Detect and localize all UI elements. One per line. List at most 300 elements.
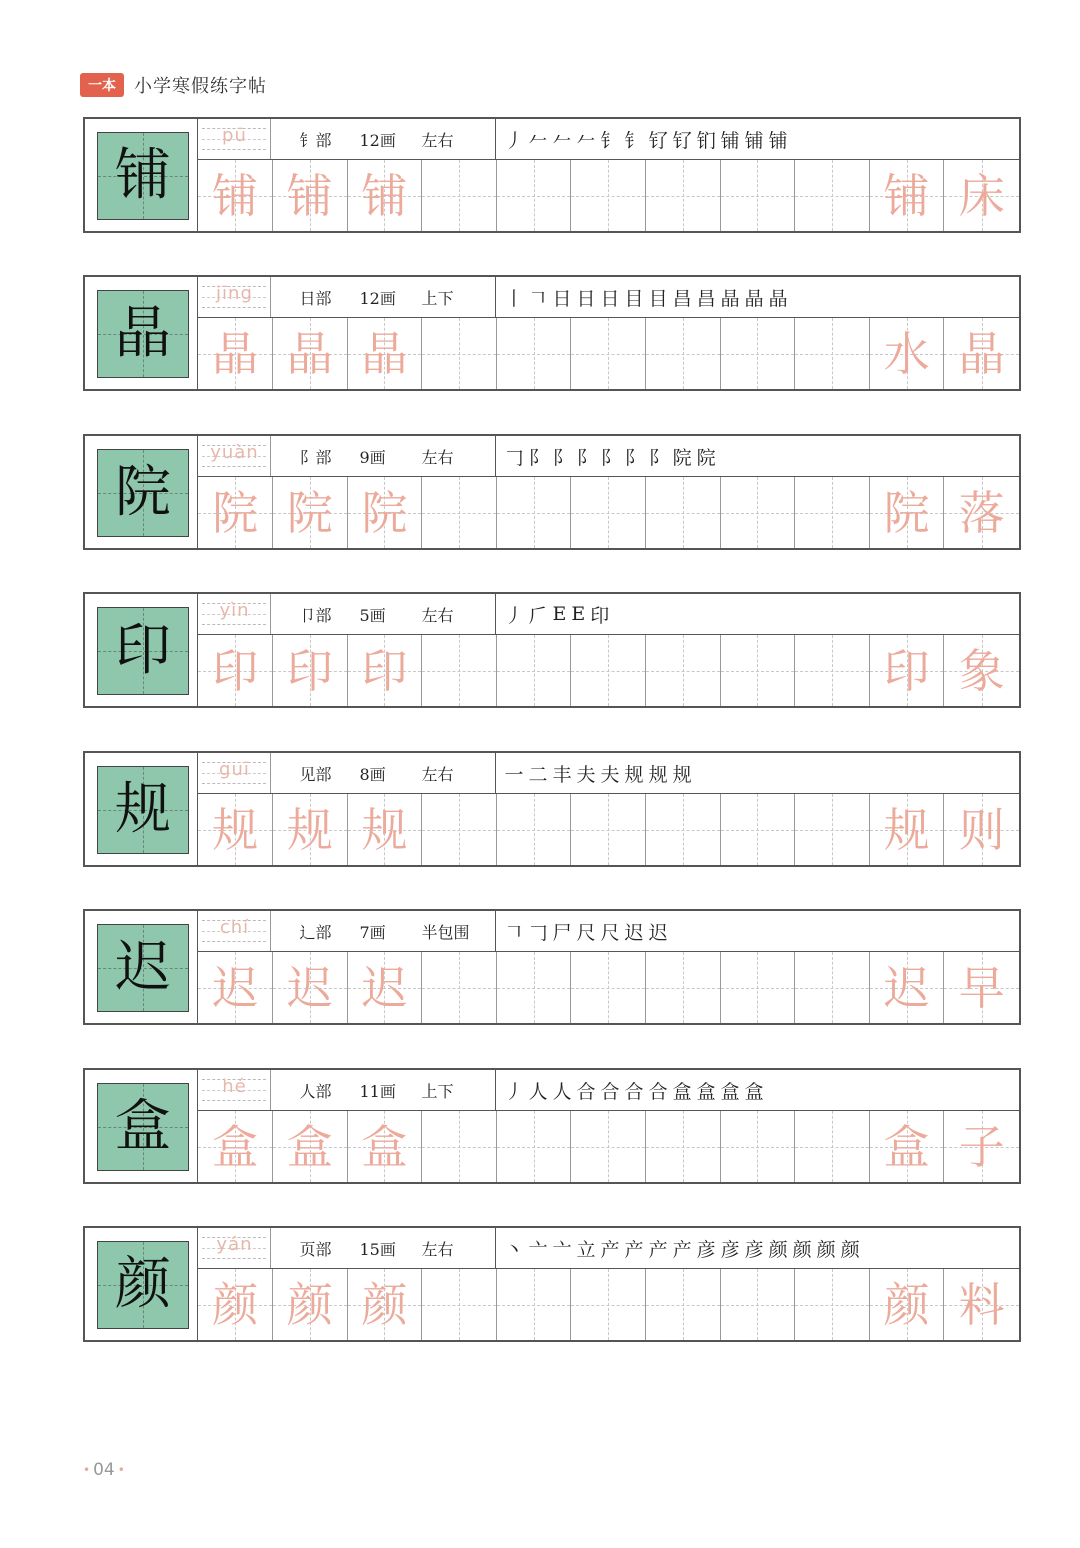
stroke-step: 钌	[648, 129, 667, 152]
pinyin: yuàn	[210, 442, 259, 463]
pinyin-cell	[198, 119, 271, 159]
writing-cell[interactable]	[348, 477, 423, 548]
stroke-count: 12画	[359, 288, 396, 308]
stroke-step: 院	[696, 446, 715, 469]
practice-area	[198, 277, 1019, 389]
writing-cell[interactable]	[198, 1269, 273, 1340]
char-info	[271, 1070, 496, 1110]
stroke-step: 𠃌	[504, 446, 523, 469]
stroke-step: 合	[624, 1080, 643, 1103]
stroke-order	[496, 1228, 1019, 1268]
main-char-box	[97, 132, 189, 220]
writing-cell[interactable]	[571, 318, 646, 389]
main-char-cell	[85, 119, 198, 231]
writing-grid	[198, 477, 1019, 548]
stroke-step: 钌	[672, 129, 691, 152]
writing-cell[interactable]	[273, 1111, 348, 1182]
writing-cell[interactable]	[646, 1269, 721, 1340]
stroke-step: 钔	[696, 129, 715, 152]
trace-char: 院	[286, 485, 333, 540]
stroke-step: 迟	[648, 921, 667, 944]
writing-cell[interactable]	[348, 952, 423, 1023]
char-info	[271, 911, 496, 951]
writing-cell[interactable]	[870, 635, 945, 706]
trace-char: 迟	[212, 960, 259, 1015]
radical: 人部	[299, 1081, 332, 1101]
writing-cell[interactable]	[422, 477, 497, 548]
stroke-step: 二	[528, 763, 547, 786]
main-char: 晶	[115, 301, 171, 366]
stroke-step: 盒	[696, 1080, 715, 1103]
writing-cell[interactable]	[571, 635, 646, 706]
stroke-step: 晶	[744, 287, 763, 310]
writing-grid	[198, 318, 1019, 389]
structure: 上下	[421, 1081, 454, 1101]
stroke-step: 𠂆	[528, 604, 547, 627]
stroke-step: 产	[648, 1238, 667, 1261]
stroke-step: 盒	[672, 1080, 691, 1103]
main-char-box	[97, 607, 189, 695]
practice-area	[198, 753, 1019, 865]
writing-cell[interactable]	[273, 160, 348, 231]
stroke-step: 𠃌	[528, 921, 547, 944]
writing-cell[interactable]	[721, 1111, 796, 1182]
writing-cell[interactable]	[571, 160, 646, 231]
writing-cell[interactable]	[870, 160, 945, 231]
writing-cell[interactable]	[273, 794, 348, 865]
stroke-step: 盒	[744, 1080, 763, 1103]
writing-cell[interactable]	[497, 952, 572, 1023]
trace-char: 盒	[286, 1119, 333, 1174]
stroke-step: 阝	[600, 446, 619, 469]
writing-cell[interactable]	[198, 477, 273, 548]
writing-cell[interactable]	[795, 635, 870, 706]
stroke-step: 阝	[624, 446, 643, 469]
trace-char: 颜	[883, 1277, 930, 1332]
trace-char: 颜	[361, 1277, 408, 1332]
pinyin: hé	[222, 1076, 247, 1097]
writing-cell[interactable]	[795, 1111, 870, 1182]
char-block	[83, 909, 1021, 1025]
trace-char: 印	[286, 643, 333, 698]
writing-cell[interactable]	[422, 1269, 497, 1340]
stroke-step: 亠	[528, 1238, 547, 1261]
char-block	[83, 275, 1021, 391]
page-number: • 04 •	[80, 1460, 128, 1480]
writing-cell[interactable]	[348, 1111, 423, 1182]
char-block	[83, 1226, 1021, 1342]
writing-cell[interactable]	[273, 318, 348, 389]
stroke-step: 𠂉	[528, 129, 547, 152]
writing-cell[interactable]	[422, 952, 497, 1023]
stroke-step: 彦	[744, 1238, 763, 1261]
pinyin-cell	[198, 911, 271, 951]
writing-cell[interactable]	[497, 318, 572, 389]
stroke-step: 颜	[792, 1238, 811, 1261]
char-info	[271, 436, 496, 476]
structure: 左右	[421, 130, 454, 150]
info-row	[198, 594, 1019, 635]
writing-cell[interactable]	[944, 160, 1019, 231]
writing-cell[interactable]	[497, 1111, 572, 1182]
trace-char: 印	[883, 643, 930, 698]
info-row	[198, 436, 1019, 477]
stroke-step: 尸	[552, 921, 571, 944]
writing-cell[interactable]	[870, 477, 945, 548]
stroke-step: 一	[504, 763, 523, 786]
main-char-cell	[85, 1070, 198, 1182]
stroke-step: 盒	[720, 1080, 739, 1103]
writing-cell[interactable]	[422, 160, 497, 231]
stroke-step: 亠	[552, 1238, 571, 1261]
main-char-box	[97, 1241, 189, 1329]
writing-cell[interactable]	[646, 635, 721, 706]
trace-char: 盒	[883, 1119, 930, 1174]
stroke-step: 日	[552, 287, 571, 310]
writing-cell[interactable]	[646, 794, 721, 865]
writing-cell[interactable]	[497, 477, 572, 548]
stroke-count: 9画	[359, 447, 386, 467]
trace-char: 迟	[883, 960, 930, 1015]
main-char: 印	[115, 618, 171, 683]
writing-cell[interactable]	[944, 1269, 1019, 1340]
main-char: 铺	[115, 143, 171, 208]
stroke-step: 日	[576, 287, 595, 310]
stroke-step: 目	[648, 287, 667, 310]
writing-cell[interactable]	[273, 635, 348, 706]
stroke-step: 产	[600, 1238, 619, 1261]
writing-cell[interactable]	[870, 1111, 945, 1182]
stroke-count: 5画	[359, 605, 386, 625]
writing-cell[interactable]	[721, 952, 796, 1023]
stroke-order	[496, 119, 1019, 159]
trace-char: 则	[958, 802, 1005, 857]
char-block	[83, 592, 1021, 708]
trace-char: 迟	[361, 960, 408, 1015]
writing-cell[interactable]	[273, 477, 348, 548]
main-char-cell	[85, 594, 198, 706]
writing-cell[interactable]	[422, 794, 497, 865]
stroke-step: 夫	[576, 763, 595, 786]
stroke-step: 产	[624, 1238, 643, 1261]
stroke-step: 产	[672, 1238, 691, 1261]
writing-cell[interactable]	[571, 1111, 646, 1182]
writing-cell[interactable]	[497, 635, 572, 706]
writing-cell[interactable]	[721, 794, 796, 865]
writing-cell[interactable]	[198, 635, 273, 706]
structure: 上下	[421, 288, 454, 308]
writing-cell[interactable]	[348, 318, 423, 389]
writing-cell[interactable]	[870, 794, 945, 865]
writing-cell[interactable]	[422, 635, 497, 706]
main-char-cell	[85, 753, 198, 865]
writing-cell[interactable]	[721, 318, 796, 389]
stroke-step: 阝	[528, 446, 547, 469]
char-block	[83, 1068, 1021, 1184]
trace-char: 晶	[958, 326, 1005, 381]
char-info	[271, 1228, 496, 1268]
stroke-step: 合	[576, 1080, 595, 1103]
stroke-step: 合	[600, 1080, 619, 1103]
trace-char: 床	[958, 168, 1005, 223]
writing-cell[interactable]	[646, 318, 721, 389]
stroke-step: 丿	[504, 604, 523, 627]
main-char-cell	[85, 436, 198, 548]
writing-cell[interactable]	[944, 952, 1019, 1023]
writing-cell[interactable]	[273, 1269, 348, 1340]
radical: 日部	[299, 288, 332, 308]
pinyin-cell	[198, 436, 271, 476]
writing-cell[interactable]	[721, 160, 796, 231]
trace-char: 晶	[212, 326, 259, 381]
main-char: 盒	[115, 1094, 171, 1159]
char-info	[271, 277, 496, 317]
trace-char: 铺	[286, 168, 333, 223]
trace-char: 规	[212, 802, 259, 857]
radical: 辶部	[299, 922, 332, 942]
trace-char: 铺	[883, 168, 930, 223]
stroke-step: 𠃍	[504, 921, 523, 944]
stroke-step: 印	[590, 604, 609, 627]
stroke-step: 尺	[576, 921, 595, 944]
structure: 半包围	[421, 922, 470, 942]
stroke-step: 𠂉	[576, 129, 595, 152]
stroke-step: E	[552, 603, 566, 625]
stroke-order	[496, 277, 1019, 317]
trace-char: 迟	[286, 960, 333, 1015]
writing-grid	[198, 1269, 1019, 1340]
char-block	[83, 434, 1021, 550]
writing-cell[interactable]	[348, 1269, 423, 1340]
char-info	[271, 119, 496, 159]
trace-char: 晶	[361, 326, 408, 381]
trace-char: 子	[958, 1119, 1005, 1174]
main-char: 院	[115, 460, 171, 525]
writing-cell[interactable]	[198, 794, 273, 865]
writing-cell[interactable]	[571, 794, 646, 865]
trace-char: 料	[958, 1277, 1005, 1332]
writing-cell[interactable]	[646, 952, 721, 1023]
writing-cell[interactable]	[348, 160, 423, 231]
stroke-order	[496, 911, 1019, 951]
writing-cell[interactable]	[795, 477, 870, 548]
stroke-count: 12画	[359, 130, 396, 150]
trace-char: 盒	[212, 1119, 259, 1174]
stroke-step: 院	[672, 446, 691, 469]
stroke-step: 目	[624, 287, 643, 310]
brand-badge: 一本	[80, 73, 124, 97]
writing-cell[interactable]	[721, 1269, 796, 1340]
pinyin: yìn	[219, 600, 250, 621]
char-block	[83, 751, 1021, 867]
stroke-order	[496, 436, 1019, 476]
stroke-order	[496, 753, 1019, 793]
pinyin-cell	[198, 277, 271, 317]
writing-cell[interactable]	[571, 952, 646, 1023]
writing-cell[interactable]	[646, 1111, 721, 1182]
main-char: 迟	[115, 935, 171, 1000]
stroke-step: 合	[648, 1080, 667, 1103]
structure: 左右	[421, 764, 454, 784]
stroke-step: 人	[552, 1080, 571, 1103]
structure: 左右	[421, 1239, 454, 1259]
trace-char: 颜	[286, 1277, 333, 1332]
char-block	[83, 117, 1021, 233]
writing-cell[interactable]	[795, 794, 870, 865]
writing-cell[interactable]	[721, 635, 796, 706]
practice-area	[198, 436, 1019, 548]
stroke-order	[496, 594, 1019, 634]
stroke-step: 规	[624, 763, 643, 786]
stroke-step: 颜	[768, 1238, 787, 1261]
info-row	[198, 277, 1019, 318]
stroke-step: 丰	[552, 763, 571, 786]
writing-cell[interactable]	[870, 318, 945, 389]
writing-cell[interactable]	[571, 1269, 646, 1340]
main-char-box	[97, 1083, 189, 1171]
writing-cell[interactable]	[944, 477, 1019, 548]
trace-char: 规	[883, 802, 930, 857]
stroke-step: 𠃍	[528, 287, 547, 310]
radical: 卩部	[299, 605, 332, 625]
writing-grid	[198, 952, 1019, 1023]
stroke-step: 铺	[768, 129, 787, 152]
writing-cell[interactable]	[795, 952, 870, 1023]
writing-cell[interactable]	[795, 160, 870, 231]
writing-cell[interactable]	[273, 952, 348, 1023]
trace-char: 规	[361, 802, 408, 857]
main-char-cell	[85, 277, 198, 389]
writing-cell[interactable]	[422, 1111, 497, 1182]
writing-grid	[198, 1111, 1019, 1182]
writing-cell[interactable]	[571, 477, 646, 548]
stroke-step: 颜	[816, 1238, 835, 1261]
writing-cell[interactable]	[795, 318, 870, 389]
stroke-step: 阝	[552, 446, 571, 469]
info-row	[198, 1070, 1019, 1111]
writing-cell[interactable]	[944, 318, 1019, 389]
trace-char: 落	[958, 485, 1005, 540]
trace-char: 象	[958, 643, 1005, 698]
main-char: 颜	[115, 1252, 171, 1317]
stroke-order	[496, 1070, 1019, 1110]
trace-char: 规	[286, 802, 333, 857]
stroke-step: 钅	[600, 129, 619, 152]
pinyin-cell	[198, 594, 271, 634]
writing-cell[interactable]	[497, 794, 572, 865]
radical: 钅部	[299, 130, 332, 150]
writing-cell[interactable]	[497, 160, 572, 231]
stroke-step: 丶	[504, 1238, 523, 1261]
stroke-step: E	[571, 603, 585, 625]
pinyin: jīng	[216, 283, 253, 304]
practice-area	[198, 594, 1019, 706]
stroke-step: 立	[576, 1238, 595, 1261]
writing-cell[interactable]	[646, 477, 721, 548]
stroke-step: 晶	[720, 287, 739, 310]
main-char: 规	[115, 777, 171, 842]
book-title: 小学寒假练字帖	[134, 76, 267, 97]
pinyin: pū	[222, 125, 247, 146]
writing-cell[interactable]	[348, 794, 423, 865]
stroke-step: 丿	[504, 1080, 523, 1103]
writing-cell[interactable]	[348, 635, 423, 706]
writing-cell[interactable]	[497, 1269, 572, 1340]
writing-cell[interactable]	[795, 1269, 870, 1340]
writing-cell[interactable]	[870, 1269, 945, 1340]
stroke-step: 规	[672, 763, 691, 786]
pinyin: chí	[219, 917, 250, 938]
writing-cell[interactable]	[944, 635, 1019, 706]
main-char-box	[97, 924, 189, 1012]
practice-area	[198, 119, 1019, 231]
stroke-step: 晶	[768, 287, 787, 310]
stroke-step: 丨	[504, 287, 523, 310]
writing-cell[interactable]	[944, 1111, 1019, 1182]
stroke-step: 彦	[696, 1238, 715, 1261]
stroke-step: 规	[648, 763, 667, 786]
trace-char: 院	[361, 485, 408, 540]
writing-grid	[198, 794, 1019, 865]
stroke-step: 颜	[840, 1238, 859, 1261]
writing-cell[interactable]	[646, 160, 721, 231]
info-row	[198, 911, 1019, 952]
trace-char: 早	[958, 960, 1005, 1015]
stroke-step: 丿	[504, 129, 523, 152]
main-char-box	[97, 449, 189, 537]
writing-cell[interactable]	[870, 952, 945, 1023]
stroke-step: 日	[600, 287, 619, 310]
practice-area	[198, 1070, 1019, 1182]
writing-cell[interactable]	[944, 794, 1019, 865]
trace-char: 水	[883, 326, 930, 381]
trace-char: 盒	[361, 1119, 408, 1174]
radical: 页部	[299, 1239, 332, 1259]
stroke-step: 阝	[648, 446, 667, 469]
trace-char: 铺	[212, 168, 259, 223]
main-char-box	[97, 290, 189, 378]
info-row	[198, 753, 1019, 794]
practice-area	[198, 1228, 1019, 1340]
pinyin: yán	[216, 1234, 253, 1255]
writing-cell[interactable]	[198, 318, 273, 389]
stroke-step: 尺	[600, 921, 619, 944]
stroke-step: 夫	[600, 763, 619, 786]
writing-cell[interactable]	[422, 318, 497, 389]
stroke-step: 彦	[720, 1238, 739, 1261]
pinyin-cell	[198, 1070, 271, 1110]
writing-cell[interactable]	[198, 952, 273, 1023]
writing-grid	[198, 160, 1019, 231]
writing-cell[interactable]	[721, 477, 796, 548]
writing-cell[interactable]	[198, 1111, 273, 1182]
writing-cell[interactable]	[198, 160, 273, 231]
stroke-step: 铺	[744, 129, 763, 152]
trace-char: 晶	[286, 326, 333, 381]
radical: 阝部	[299, 447, 332, 467]
stroke-count: 15画	[359, 1239, 396, 1259]
stroke-count: 8画	[359, 764, 386, 784]
writing-grid	[198, 635, 1019, 706]
stroke-count: 11画	[359, 1081, 396, 1101]
trace-char: 颜	[212, 1277, 259, 1332]
page-header	[80, 72, 267, 98]
stroke-step: 钅	[624, 129, 643, 152]
main-char-box	[97, 766, 189, 854]
stroke-step: 铺	[720, 129, 739, 152]
char-info	[271, 753, 496, 793]
structure: 左右	[421, 605, 454, 625]
